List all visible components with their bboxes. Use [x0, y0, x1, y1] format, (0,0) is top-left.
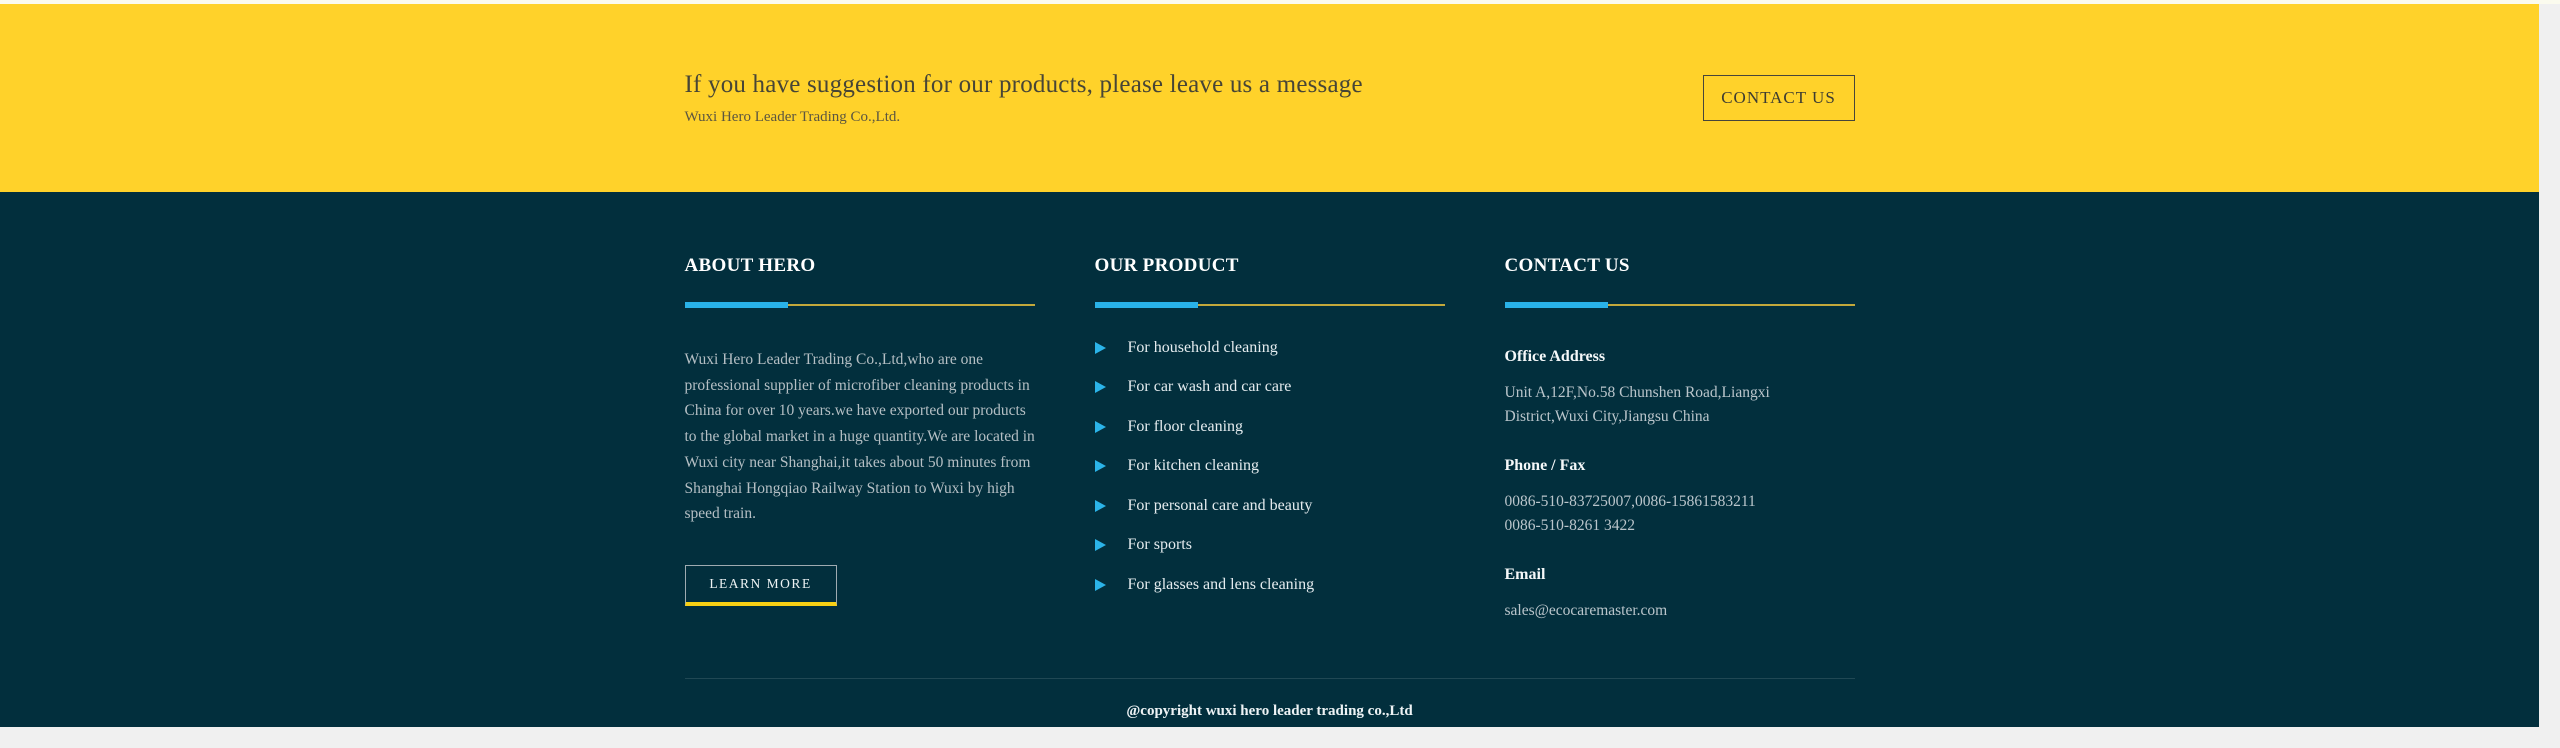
product-link[interactable]: For glasses and lens cleaning	[1127, 575, 1315, 593]
product-link[interactable]: For household cleaning	[1127, 338, 1278, 356]
contact-heading: CONTACT US	[1504, 255, 1630, 276]
products-column	[1095, 255, 1445, 623]
about-column	[685, 255, 1035, 623]
email-value[interactable]: sales@ecocaremaster.com	[1504, 602, 1668, 619]
products-heading: OUR PRODUCT	[1094, 255, 1239, 276]
scrollbar-track[interactable]	[2539, 4, 2560, 748]
phone-fax-label: Phone / Fax	[1504, 457, 1586, 474]
phone-line-2: 0086-510-8261 3422	[1504, 517, 1635, 534]
email-label: Email	[1504, 566, 1546, 583]
contact-column	[1505, 255, 1855, 623]
cta-banner	[0, 4, 2539, 192]
play-bullet-icon	[1095, 579, 1106, 591]
learn-more-button[interactable]: LEARN MORE	[685, 565, 837, 606]
play-bullet-icon	[1095, 342, 1106, 354]
phone-numbers	[1505, 490, 1855, 538]
product-item	[1095, 526, 1445, 566]
heading-underline	[1505, 304, 1855, 306]
product-item	[1095, 486, 1445, 526]
product-item	[1095, 407, 1445, 447]
phone-line-1: 0086-510-83725007,0086-15861583211	[1504, 493, 1756, 510]
email-row	[1505, 599, 1855, 623]
about-heading: ABOUT HERO	[684, 255, 816, 276]
product-link[interactable]: For car wash and car care	[1127, 378, 1292, 396]
office-address-label: Office Address	[1504, 348, 1606, 365]
product-link[interactable]: For kitchen cleaning	[1127, 457, 1260, 475]
footer-divider	[685, 678, 1855, 679]
office-address-value: Unit A,12F,No.58 Chunshen Road,Liangxi District,Wuxi City,Jiangsu China	[1504, 384, 1770, 425]
heading-underline	[1095, 304, 1445, 306]
play-bullet-icon	[1095, 460, 1106, 472]
play-bullet-icon	[1095, 539, 1106, 551]
bottom-strip	[0, 727, 2539, 748]
product-item	[1095, 565, 1445, 605]
banner-title: If you have suggestion for our products, please leave us a message	[684, 70, 1363, 98]
about-text: Wuxi Hero Leader Trading Co.,Ltd,who are one professional supplier of microfiber cleaning products in China for over 10 years.we have exported our products to the global market in a huge quantity.We are located in Wuxi city near Shanghai,it takes about 50 minutes from Shanghai Hongqiao Railway Station to Wuxi by high speed train.	[684, 351, 1035, 523]
banner-text-block	[685, 71, 1363, 126]
contact-us-button[interactable]: CONTACT US	[1703, 75, 1855, 121]
play-bullet-icon	[1095, 500, 1106, 512]
product-item	[1095, 328, 1445, 368]
banner-subtitle: Wuxi Hero Leader Trading Co.,Ltd.	[684, 108, 901, 125]
copyright-text: @copyright wuxi hero leader trading co.,Ltd	[1126, 703, 1413, 719]
play-bullet-icon	[1095, 421, 1106, 433]
heading-underline	[685, 304, 1035, 306]
play-bullet-icon	[1095, 381, 1106, 393]
product-link[interactable]: For sports	[1127, 536, 1192, 554]
product-link[interactable]: For personal care and beauty	[1127, 496, 1313, 514]
product-item	[1095, 447, 1445, 487]
product-item	[1095, 368, 1445, 408]
product-link[interactable]: For floor cleaning	[1127, 417, 1244, 435]
product-list	[1095, 328, 1445, 605]
site-footer	[0, 192, 2539, 727]
